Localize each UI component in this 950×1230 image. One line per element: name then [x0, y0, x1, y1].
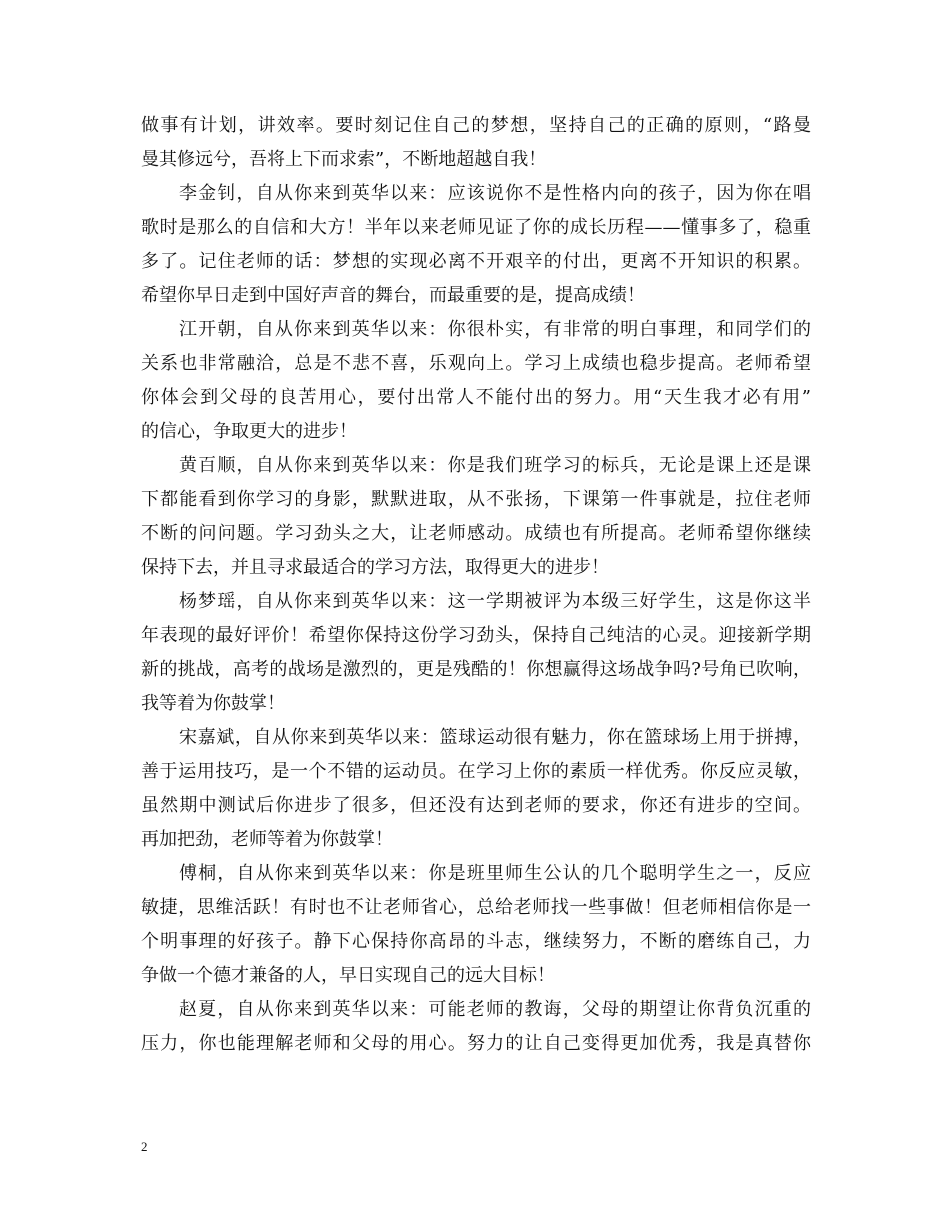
- text-line: 做事有计划，讲效率。要时刻记住自己的梦想，坚持自己的正确的原则，“路曼: [141, 115, 811, 136]
- paragraph-first-line: 江开朝，自从你来到英华以来：你很朴实，有非常的明白事理，和同学们的: [179, 319, 811, 340]
- text-line: 多了。记住老师的话：梦想的实现必离不开艰辛的付出，更离不开知识的积累。: [141, 251, 811, 272]
- paragraph-first-line: 宋嘉斌，自从你来到英华以来：篮球运动很有魅力，你在篮球场上用于拼搏，: [179, 727, 811, 748]
- text-line: 关系也非常融洽，总是不悲不喜，乐观向上。学习上成绩也稳步提高。老师希望: [141, 353, 811, 374]
- text-line: 压力，你也能理解老师和父母的用心。努力的让自己变得更加优秀，我是真替你: [141, 1033, 811, 1054]
- text-line: 不断的问问题。学习劲头之大，让老师感动。成绩也有所提高。老师希望你继续: [141, 523, 811, 544]
- text-line: 的信心，争取更大的进步！: [141, 421, 357, 442]
- text-line: 再加把劲，老师等着为你鼓掌！: [141, 829, 393, 850]
- text-line: 你体会到父母的良苦用心，要付出常人不能付出的努力。用“天生我才必有用”: [141, 387, 811, 408]
- text-line: 个明事理的好孩子。静下心保持你高昂的斗志，继续努力，不断的磨练自己，力: [141, 931, 811, 952]
- document-body: [141, 109, 811, 1061]
- text-line: 新的挑战，高考的战场是激烈的，更是残酷的！你想赢得这场战争吗?号角已吹响，: [141, 659, 811, 680]
- text-line: 歌时是那么的自信和大方！半年以来老师见证了你的成长历程——懂事多了，稳重: [141, 217, 811, 238]
- paragraph-first-line: 赵夏，自从你来到英华以来：可能老师的教诲，父母的期望让你背负沉重的: [179, 999, 811, 1020]
- text-line: 希望你早日走到中国好声音的舞台，而最重要的是，提高成绩！: [141, 285, 645, 306]
- text-line: 年表现的最好评价！希望你保持这份学习劲头，保持自己纯洁的心灵。迎接新学期: [141, 625, 811, 646]
- text-line: 善于运用技巧，是一个不错的运动员。在学习上你的素质一样优秀。你反应灵敏，: [141, 761, 811, 782]
- text-line: 我等着为你鼓掌！: [141, 693, 285, 714]
- paragraph-first-line: 李金钊，自从你来到英华以来：应该说你不是性格内向的孩子，因为你在唱: [179, 183, 811, 204]
- paragraph-first-line: 黄百顺，自从你来到英华以来：你是我们班学习的标兵，无论是课上还是课: [179, 455, 811, 476]
- paragraph-first-line: 傅桐，自从你来到英华以来：你是班里师生公认的几个聪明学生之一，反应: [179, 863, 811, 884]
- page-number: 2: [141, 1139, 148, 1154]
- text-line: 曼其修远兮，吾将上下而求索”，不断地超越自我！: [141, 149, 547, 170]
- text-line: 下都能看到你学习的身影，默默进取，从不张扬，下课第一件事就是，拉住老师: [141, 489, 811, 510]
- text-line: 争做一个德才兼备的人，早日实现自己的远大目标！: [141, 965, 555, 986]
- paragraph-first-line: 杨梦瑶，自从你来到英华以来：这一学期被评为本级三好学生，这是你这半: [179, 591, 811, 612]
- text-line: 保持下去，并且寻求最适合的学习方法，取得更大的进步！: [141, 557, 609, 578]
- text-line: 敏捷，思维活跃！有时也不让老师省心，总给老师找一些事做！但老师相信你是一: [141, 897, 811, 918]
- text-line: 虽然期中测试后你进步了很多，但还没有达到老师的要求，你还有进步的空间。: [141, 795, 811, 816]
